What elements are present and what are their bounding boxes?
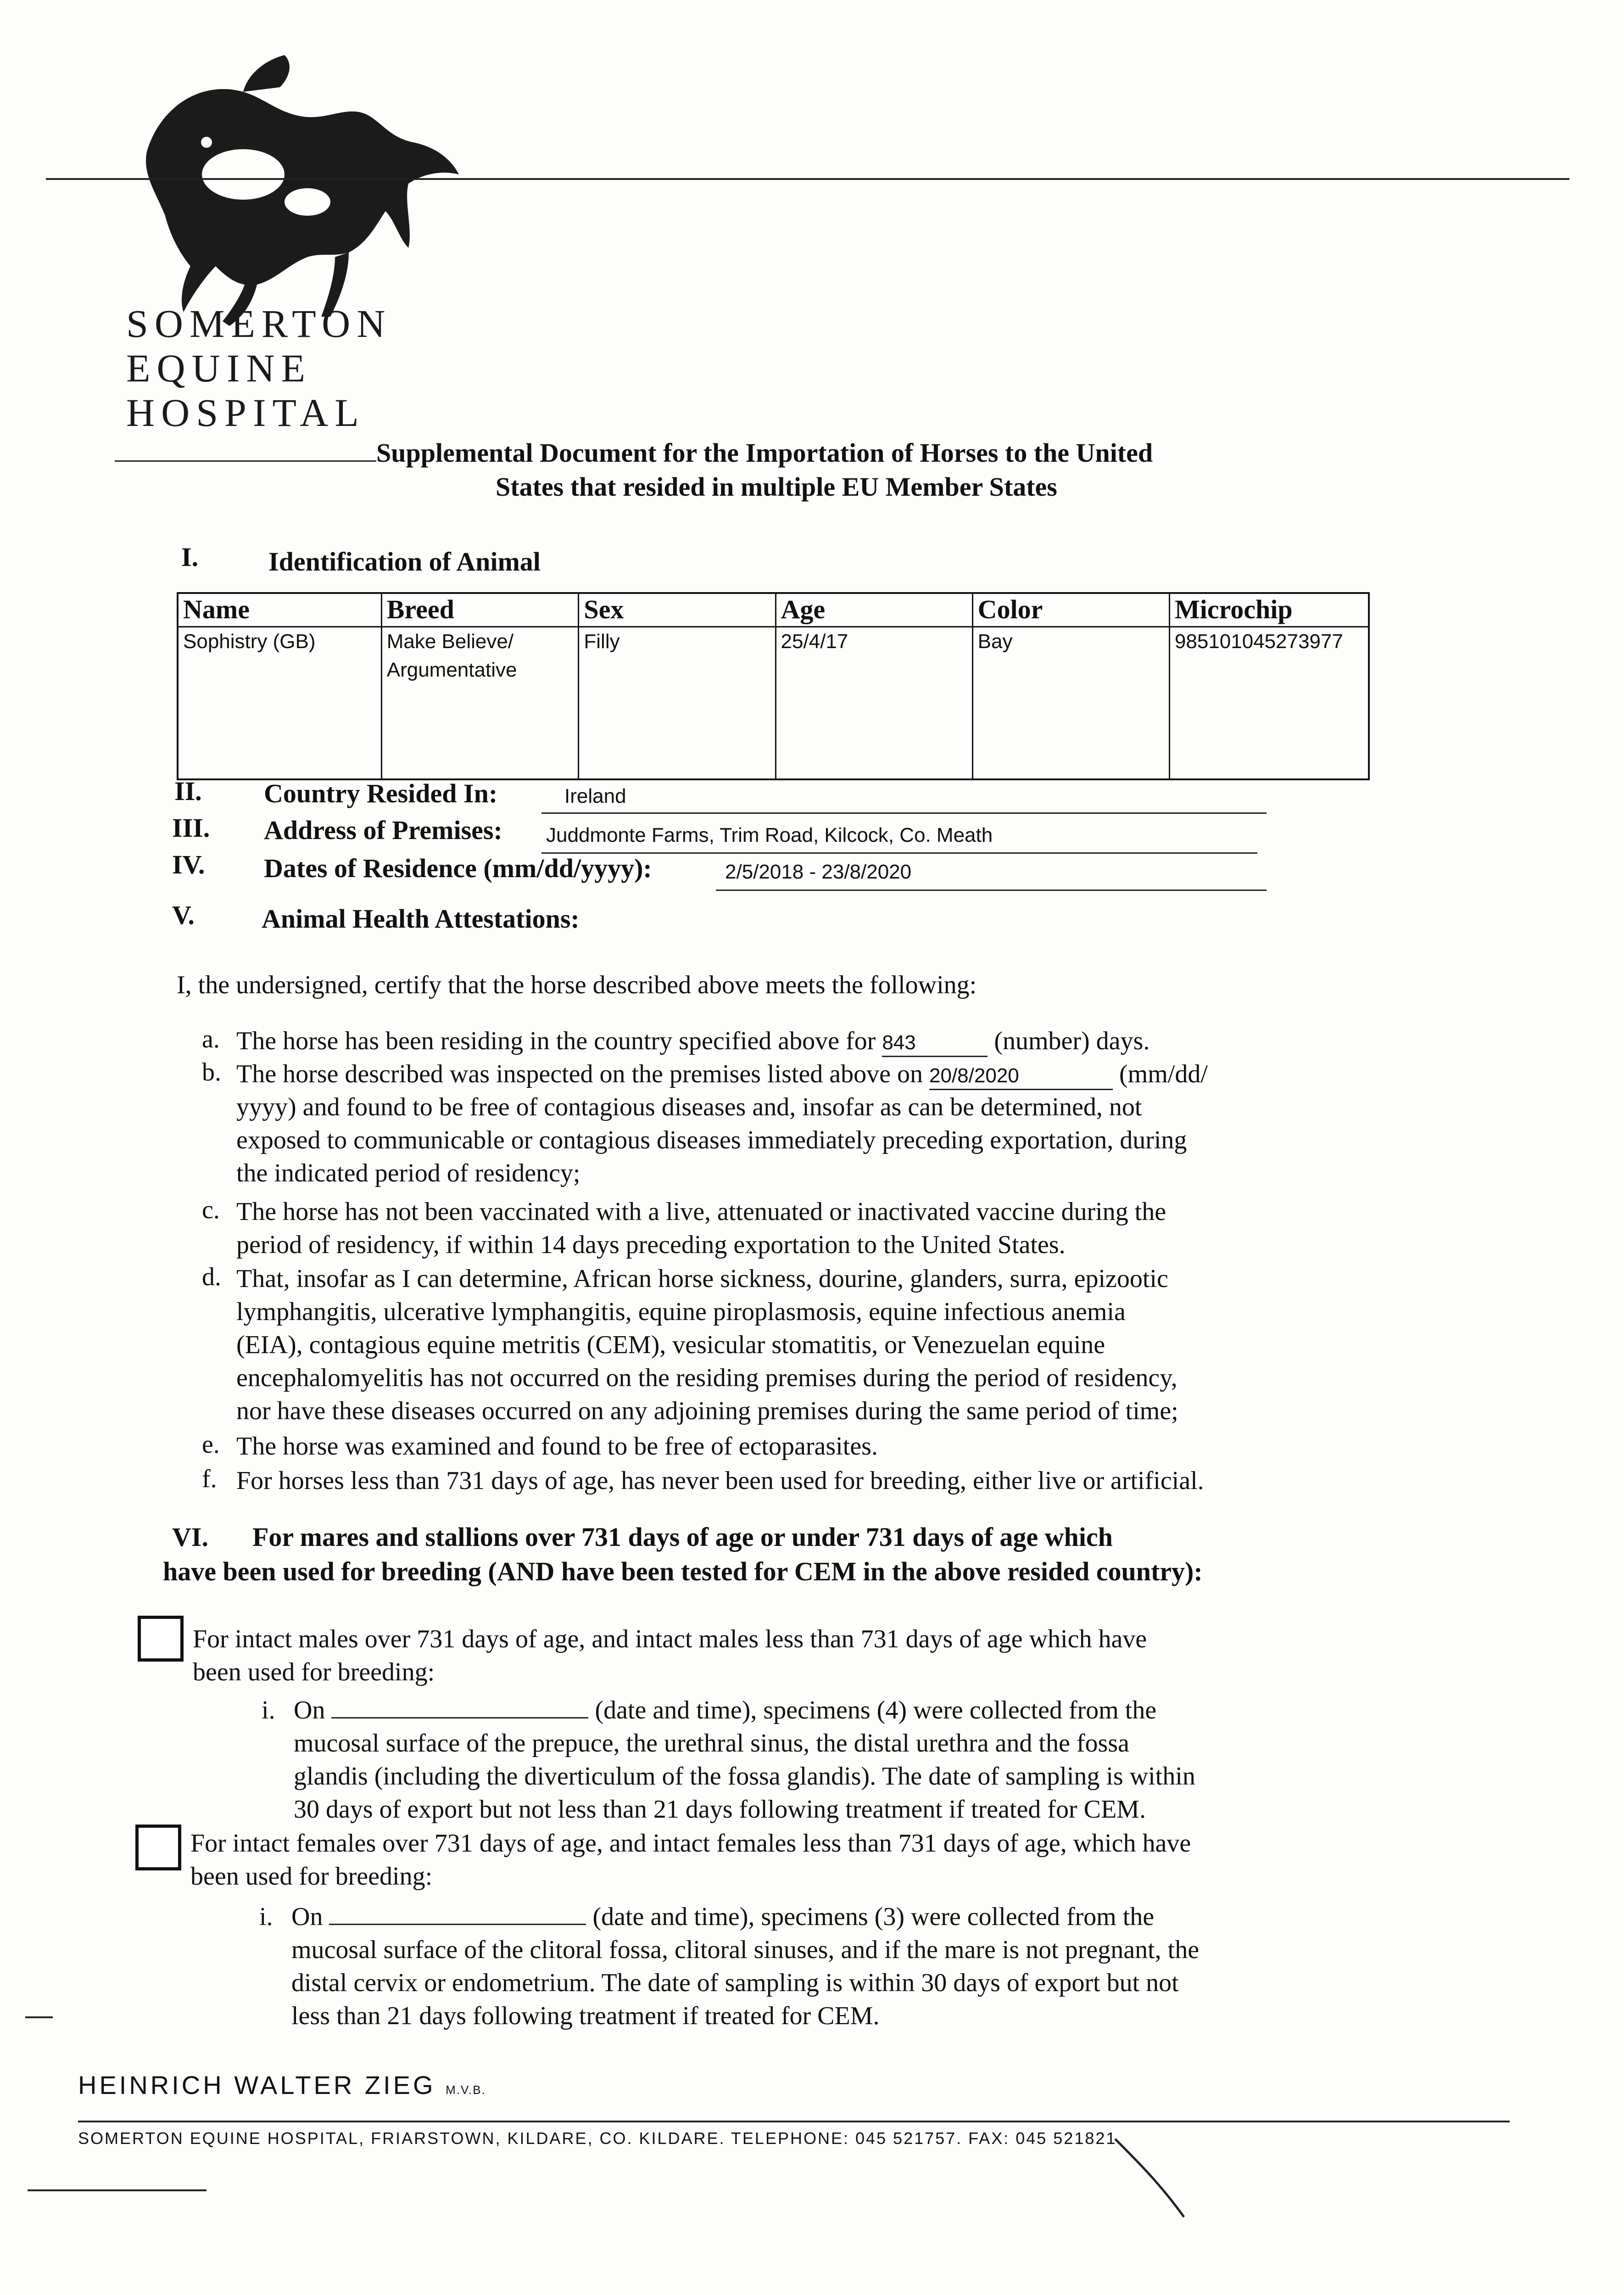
item-c-letter: c. xyxy=(202,1196,220,1224)
identification-table xyxy=(177,592,1370,780)
section-5-heading: Animal Health Attestations: xyxy=(262,904,580,934)
column-header-breed: Breed xyxy=(381,593,579,627)
hospital-name-line1: SOMERTON xyxy=(126,302,392,346)
females-sub-text xyxy=(291,1900,1393,2032)
females-sub-on: On xyxy=(291,1903,323,1931)
column-header-sex: Sex xyxy=(579,593,776,627)
males-sampling-date-field[interactable] xyxy=(331,1694,588,1718)
column-header-microchip: Microchip xyxy=(1169,593,1369,627)
title-rule xyxy=(115,460,376,462)
cell-age: 25/4/17 xyxy=(776,627,972,780)
section-1-number: I. xyxy=(181,542,199,572)
item-f-line1: For horses less than 731 days of age, has never been used for breeding, either live or artificial. xyxy=(236,1467,1204,1495)
item-e-line1: The horse was examined and found to be free of ectoparasites. xyxy=(236,1432,878,1461)
column-header-age: Age xyxy=(776,593,972,627)
country-resided-value: Ireland xyxy=(564,785,626,807)
item-c-line1: The horse has not been vaccinated with a live, attenuated or inactivated vaccine during the xyxy=(236,1198,1166,1226)
section-6-heading-line1: For mares and stallions over 731 days of age or under 731 days of age which xyxy=(252,1522,1113,1552)
premises-address-value: Juddmonte Farms, Trim Road, Kilcock, Co. Meath xyxy=(546,824,993,846)
item-d-line4: encephalomyelitis has not occurred on the residing premises during the period of residency, xyxy=(236,1364,1178,1392)
intact-females-checkbox[interactable] xyxy=(135,1825,181,1870)
footer-vet-name-text: HEINRICH WALTER ZIEG xyxy=(78,2071,436,2099)
country-fill-line xyxy=(541,812,1267,814)
cell-name: Sophistry (GB) xyxy=(178,627,381,780)
section-5-number: V. xyxy=(172,900,195,930)
hospital-name-line2: EQUINE xyxy=(126,346,312,390)
item-d-line3: (EIA), contagious equine metritis (CEM), vesicular stomatitis, or Venezuelan equine xyxy=(236,1331,1105,1359)
item-a-text-before: The horse has been residing in the country specified above for xyxy=(236,1027,876,1055)
intact-females-line1: For intact females over 731 days of age, and intact females less than 731 days of age, which have xyxy=(190,1829,1191,1858)
residing-days-value: 843 xyxy=(882,1030,988,1057)
item-d-text xyxy=(236,1262,1384,1427)
cell-microchip: 985101045273977 xyxy=(1169,627,1369,780)
cell-color: Bay xyxy=(972,627,1169,780)
footer-vet-credential: M.V.B. xyxy=(446,2083,486,2097)
intact-males-line1: For intact males over 731 days of age, and intact males less than 731 days of age which have xyxy=(193,1625,1147,1653)
bottom-margin-mark xyxy=(28,2189,206,2191)
section-4-label: Dates of Residence (mm/dd/yyyy): xyxy=(264,853,652,883)
section-2-label: Country Resided In: xyxy=(264,778,498,808)
intact-females-text xyxy=(190,1827,1393,1893)
document-title-line2: States that resided in multiple EU Member States xyxy=(496,472,1057,502)
pen-stroke-mark xyxy=(1111,2134,1202,2226)
column-header-color: Color xyxy=(972,593,1169,627)
attestation-intro: I, the undersigned, certify that the horse described above meets the following: xyxy=(177,971,977,999)
males-sub-after: (date and time), specimens (4) were collected from the xyxy=(595,1696,1157,1724)
intact-females-line2: been used for breeding: xyxy=(190,1862,433,1891)
intact-males-checkbox[interactable] xyxy=(138,1616,184,1662)
females-sub-line4: less than 21 days following treatment if treated for CEM. xyxy=(291,2002,880,2030)
table-header-row xyxy=(178,593,1369,627)
letterhead-rule xyxy=(46,178,1569,180)
item-d-letter: d. xyxy=(202,1263,221,1291)
males-sub-line4: 30 days of export but not less than 21 days following treatment if treated for CEM. xyxy=(294,1795,1146,1824)
item-b-text-after: (mm/dd/ xyxy=(1119,1060,1208,1088)
hospital-name-line3: HOSPITAL xyxy=(126,391,365,435)
section-3-label: Address of Premises: xyxy=(264,815,502,845)
item-c-line2: period of residency, if within 14 days preceding exportation to the United States. xyxy=(236,1231,1066,1259)
item-b-text-before: The horse described was inspected on the premises listed above on xyxy=(236,1060,923,1088)
females-sub-line2: mucosal surface of the clitoral fossa, clitoral sinuses, and if the mare is not pregnant, the xyxy=(291,1936,1200,1964)
inspection-date-value: 20/8/2020 xyxy=(929,1063,1113,1090)
section-2-number: II. xyxy=(174,776,202,806)
section-6-heading-line2: have been used for breeding (AND have been tested for CEM in the above resided country): xyxy=(163,1556,1203,1586)
item-b-line2: yyyy) and found to be free of contagious diseases and, insofar as can be determined, not xyxy=(236,1093,1142,1121)
dates-fill-line xyxy=(716,890,1267,891)
cell-breed: Make Believe/ Argumentative xyxy=(381,627,579,780)
margin-mark xyxy=(25,2016,53,2018)
item-d-line2: lymphangitis, ulcerative lymphangitis, equine piroplasmosis, equine infectious anemia xyxy=(236,1298,1126,1326)
males-sub-text xyxy=(294,1694,1395,1826)
item-b-line4: the indicated period of residency; xyxy=(236,1159,580,1187)
footer-rule xyxy=(78,2121,1510,2122)
item-d-line5: nor have these diseases occurred on any adjoining premises during the same period of time; xyxy=(236,1397,1178,1425)
item-a-letter: a. xyxy=(202,1025,220,1053)
section-6-number: VI. xyxy=(172,1522,208,1552)
footer-vet-name xyxy=(78,2070,486,2100)
females-sub-number: i. xyxy=(259,1903,273,1931)
females-sub-line3: distal cervix or endometrium. The date of sampling is within 30 days of export but not xyxy=(291,1969,1179,1997)
document-title xyxy=(376,436,1386,504)
females-sub-after: (date and time), specimens (3) were collected from the xyxy=(592,1903,1155,1931)
males-sub-line3: glandis (including the diverticulum of the fossa glandis). The date of sampling is within xyxy=(294,1762,1195,1791)
intact-males-text xyxy=(193,1623,1386,1689)
item-a-text-after: (number) days. xyxy=(994,1027,1150,1055)
horse-logo-icon xyxy=(92,37,468,330)
males-sub-line2: mucosal surface of the prepuce, the urethral sinus, the distal urethra and the fossa xyxy=(294,1729,1129,1758)
document-title-line1: Supplemental Document for the Importation of Horses to the United xyxy=(376,438,1153,468)
residence-dates-value: 2/5/2018 - 23/8/2020 xyxy=(725,861,912,883)
section-1-heading: Identification of Animal xyxy=(268,547,541,577)
section-4-number: IV. xyxy=(172,850,205,879)
males-sub-number: i. xyxy=(262,1696,275,1724)
item-b-line3: exposed to communicable or contagious diseases immediately preceding exportation, during xyxy=(236,1126,1187,1154)
column-header-name: Name xyxy=(178,593,381,627)
item-b-text xyxy=(236,1058,1384,1190)
cell-sex: Filly xyxy=(579,627,776,780)
item-e-letter: e. xyxy=(202,1430,220,1459)
item-d-line1: That, insofar as I can determine, African horse sickness, dourine, glanders, surra, epizootic xyxy=(236,1265,1168,1293)
item-b-letter: b. xyxy=(202,1058,221,1086)
intact-males-line2: been used for breeding: xyxy=(193,1658,435,1686)
item-c-text xyxy=(236,1195,1384,1261)
table-row xyxy=(178,627,1369,780)
item-f-letter: f. xyxy=(202,1465,217,1493)
females-sampling-date-field[interactable] xyxy=(329,1901,586,1925)
item-a-text xyxy=(236,1024,1150,1058)
footer-address: SOMERTON EQUINE HOSPITAL, FRIARSTOWN, KILDARE, CO. KILDARE. TELEPHONE: 045 521757. FAX: 045 521821. xyxy=(78,2129,1123,2148)
males-sub-on: On xyxy=(294,1696,325,1724)
section-3-number: III. xyxy=(172,813,210,843)
